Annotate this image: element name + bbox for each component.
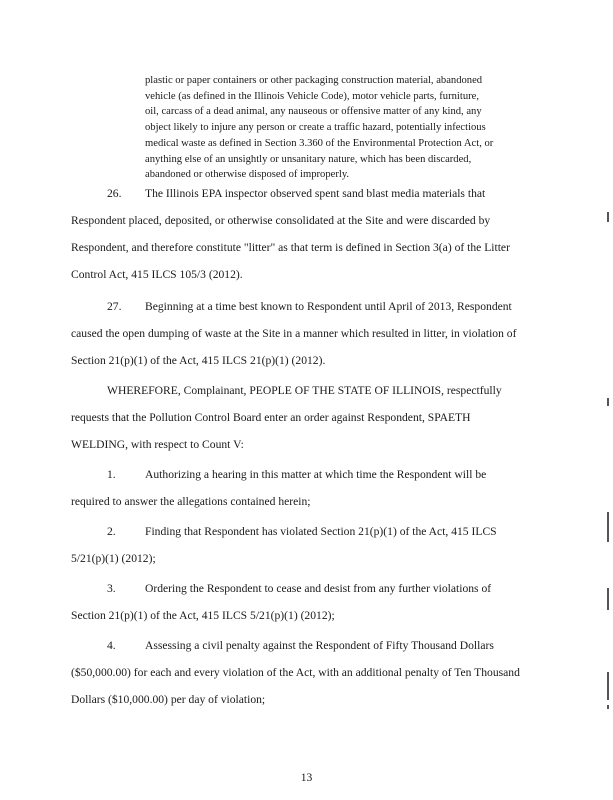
wherefore-line: requests that the Pollution Control Board enter an order against Respondent, SPAETH — [71, 411, 471, 424]
item-4-line: Dollars ($10,000.00) per day of violation; — [71, 693, 266, 706]
quote-line: abandoned or otherwise disposed of improperly. — [145, 169, 350, 181]
item-4-line: Assessing a civil penalty against the Respondent of Fifty Thousand Dollars — [145, 639, 494, 652]
item-1-number: 1. — [107, 468, 116, 481]
page-number: 13 — [300, 771, 313, 784]
paragraph-27-line: caused the open dumping of waste at the Site in a manner which resulted in litter, in violation of — [71, 327, 517, 340]
scan-margin-mark — [607, 672, 609, 700]
scan-margin-mark — [607, 705, 609, 709]
item-1-line: Authorizing a hearing in this matter at which time the Respondent will be — [145, 468, 487, 481]
quote-line: anything else of an unsightly or unsanitary nature, which has been discarded, — [145, 153, 472, 165]
paragraph-26-line: Control Act, 415 ILCS 105/3 (2012). — [71, 268, 243, 281]
scan-margin-mark — [607, 588, 609, 610]
wherefore-line: WELDING, with respect to Count V: — [71, 438, 244, 451]
item-3-line: Ordering the Respondent to cease and desist from any further violations of — [145, 582, 492, 595]
block-quote-litter-definition — [145, 73, 545, 183]
paragraph-26-line: Respondent placed, deposited, or otherwise consolidated at the Site and were discarded by — [71, 214, 491, 227]
item-1-line: required to answer the allegations contained herein; — [71, 495, 311, 508]
item-2-number: 2. — [107, 525, 116, 538]
paragraph-26-line: Respondent, and therefore constitute "litter" as that term is defined in Section 3(a) of the Litter — [71, 241, 510, 254]
item-4-line: ($50,000.00) for each and every violation of the Act, with an additional penalty of Ten Thousand — [71, 666, 520, 679]
scan-margin-mark — [607, 212, 609, 222]
wherefore-line: WHEREFORE, Complainant, PEOPLE OF THE STATE OF ILLINOIS, respectfully — [107, 384, 502, 397]
quote-line: object likely to injure any person or create a traffic hazard, potentially infectious — [145, 122, 486, 134]
paragraph-26-line: The Illinois EPA inspector observed spent sand blast media materials that — [145, 187, 486, 200]
quote-line: oil, carcass of a dead animal, any nauseous or offensive matter of any kind, any — [145, 106, 482, 118]
paragraph-27-line: Section 21(p)(1) of the Act, 415 ILCS 21(p)(1) (2012). — [71, 354, 326, 367]
quote-line: plastic or paper containers or other packaging construction material, abandoned — [145, 75, 483, 86]
item-2-line: Finding that Respondent has violated Section 21(p)(1) of the Act, 415 ILCS — [145, 525, 497, 538]
quote-line: vehicle (as defined in the Illinois Vehicle Code), motor vehicle parts, furniture, — [145, 90, 479, 102]
item-4-number: 4. — [107, 639, 116, 652]
item-3-number: 3. — [107, 582, 116, 595]
item-2-line: 5/21(p)(1) (2012); — [71, 552, 156, 565]
scan-margin-mark — [607, 512, 609, 542]
paragraph-27-line: Beginning at a time best known to Respondent until April of 2013, Respondent — [145, 300, 512, 313]
paragraph-27-number: 27. — [107, 300, 122, 313]
quote-line: medical waste as defined in Section 3.360 of the Environmental Protection Act, or — [145, 137, 494, 149]
item-3-line: Section 21(p)(1) of the Act, 415 ILCS 5/21(p)(1) (2012); — [71, 609, 335, 622]
paragraph-26-number: 26. — [107, 187, 122, 200]
scan-margin-mark — [607, 398, 609, 406]
